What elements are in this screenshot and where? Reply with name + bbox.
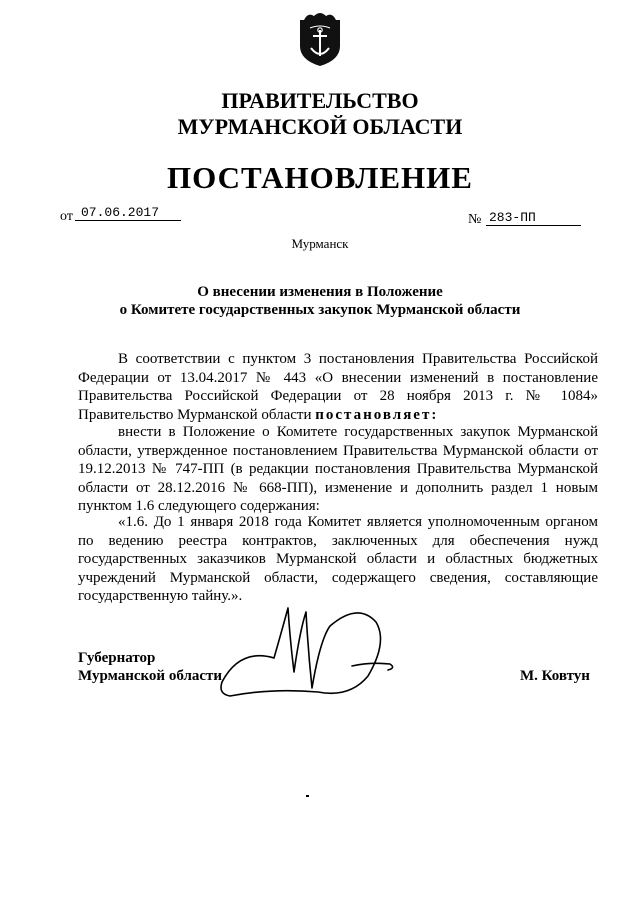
amendment-paragraph: внести в Положение о Комитете государственных закупок Мурманской области, утвержденное постановлением Правительства Мурманской области от 19.12.2013 № 747-ПП (в редакции постановления Правительства Мурманской области от 28.12.2016 № 668-ПП), изменение и дополнить раздел 1 новым пунктом 1.6 следующего содержания: — [78, 424, 598, 514]
date-prefix: от — [60, 209, 73, 224]
document-title-line2: о Комитете государственных закупок Мурманской области — [119, 302, 521, 318]
handwritten-signature — [200, 600, 460, 700]
document-number: 283-ПП — [486, 210, 581, 226]
document-date: 07.06.2017 — [75, 205, 181, 221]
document-type-heading: ПОСТАНОВЛЕНИЕ — [167, 160, 473, 195]
coat-of-arms-emblem — [296, 10, 344, 68]
government-name-line2: МУРМАНСКОЙ ОБЛАСТИ — [177, 114, 463, 139]
signatory-name: М. Ковтун — [520, 668, 590, 684]
government-name-line1: ПРАВИТЕЛЬСТВО — [221, 88, 419, 113]
preamble-text: В соответствии с пунктом 3 постановления Правительства Российской Федерации от 13.04.2017 № 443 «О внесении изменений в постановление Правительства Российской Федерации от 28 ноября 2013 г. № 1084» Правительство Мурманской области — [78, 351, 598, 423]
new-clause-paragraph: «1.6. До 1 января 2018 года Комитет является уполномоченным органом по ведению реестра контрактов, заключенных для обеспечения нужд государственных заказчиков Мурманской области и областных бюджетных учреждений Мурманской области, содержащего сведения, составляющие государственную тайну.». — [78, 514, 598, 604]
signatory-position-line1: Губернатор — [78, 650, 156, 666]
scan-speck — [306, 795, 309, 797]
preamble-paragraph — [78, 350, 598, 424]
resolves-word: постановляет: — [315, 406, 439, 423]
document-title-line1: О внесении изменения в Положение — [197, 284, 443, 300]
number-prefix: № — [468, 212, 482, 227]
city-label: Мурманск — [291, 236, 349, 251]
signatory-position-line2: Мурманской области — [78, 668, 223, 684]
